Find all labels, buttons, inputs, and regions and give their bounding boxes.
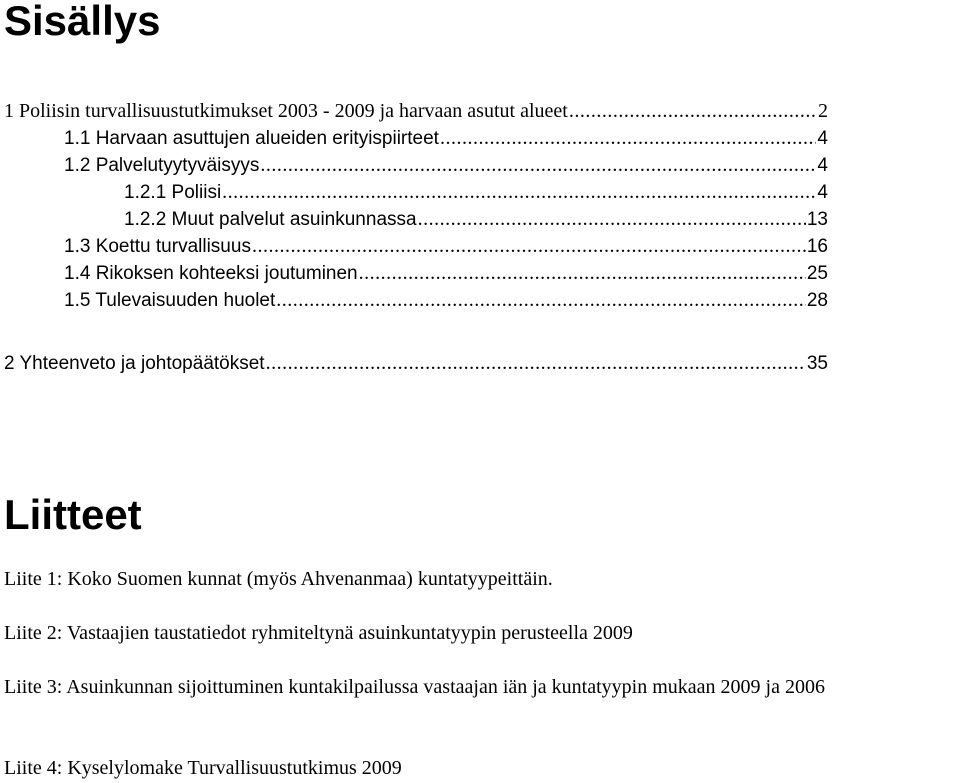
toc-entry-page: 16 <box>806 236 828 257</box>
toc-dot-leader <box>569 98 817 125</box>
toc-entry-label: 1.5 Tulevaisuuden huolet <box>64 290 276 311</box>
toc-entry-label: 1.3 Koettu turvallisuus <box>64 236 251 257</box>
appendix-item: Liite 3: Asuinkunnan sijoittuminen kuntakilpailussa vastaajan iän ja kuntatyypin mukaan 2009 ja 2006 <box>4 676 825 698</box>
toc-entry-page: 13 <box>806 209 828 230</box>
toc-entry[interactable] <box>64 233 828 260</box>
toc-entry-page: 2 <box>818 100 828 122</box>
toc-dot-leader <box>266 350 806 377</box>
toc-dot-leader <box>440 125 816 152</box>
toc-entry-label: 1.4 Rikoksen kohteeksi joutuminen <box>64 263 358 284</box>
toc-entry[interactable] <box>4 98 828 125</box>
appendices-heading: Liitteet <box>4 491 142 538</box>
toc-entry[interactable] <box>124 179 828 206</box>
appendix-item: Liite 1: Koko Suomen kunnat (myös Ahvenanmaa) kuntatyypeittäin. <box>4 568 553 590</box>
toc-entry-label: 1.1 Harvaan asuttujen alueiden erityispiirteet <box>64 128 439 149</box>
toc-entry-label: 1.2.2 Muut palvelut asuinkunnassa <box>124 209 417 230</box>
toc-entry-label: 1 Poliisin turvallisuustutkimukset 2003 - 2009 ja harvaan asutut alueet <box>4 100 568 122</box>
toc-dot-leader <box>276 287 806 314</box>
appendix-item: Liite 2: Vastaajien taustatiedot ryhmiteltynä asuinkuntatyypin perusteella 2009 <box>4 622 633 644</box>
appendix-item: Liite 4: Kyselylomake Turvallisuustutkimus 2009 <box>4 757 402 779</box>
toc-entry-page: 35 <box>806 353 828 374</box>
toc-entry-page: 25 <box>806 263 828 284</box>
toc-dot-leader <box>252 233 806 260</box>
toc-entry-page: 4 <box>817 182 828 203</box>
toc-entry[interactable] <box>64 125 828 152</box>
toc-dot-leader <box>222 179 816 206</box>
toc-entry-page: 28 <box>806 290 828 311</box>
toc-dot-leader <box>359 260 806 287</box>
toc-entry[interactable] <box>64 152 828 179</box>
toc-entry-page: 4 <box>817 128 828 149</box>
toc-dot-leader <box>260 152 816 179</box>
toc-entry[interactable] <box>124 206 828 233</box>
toc-entry[interactable] <box>64 260 828 287</box>
toc-entry[interactable] <box>64 287 828 314</box>
toc-heading: Sisällys <box>4 0 161 44</box>
toc-entry-label: 2 Yhteenveto ja johtopäätökset <box>4 353 265 374</box>
toc-entry-label: 1.2 Palvelutyytyväisyys <box>64 155 260 176</box>
toc-entry[interactable] <box>4 350 828 377</box>
toc-entry-page: 4 <box>817 155 828 176</box>
toc-entry-label: 1.2.1 Poliisi <box>124 182 222 203</box>
toc-dot-leader <box>418 206 806 233</box>
